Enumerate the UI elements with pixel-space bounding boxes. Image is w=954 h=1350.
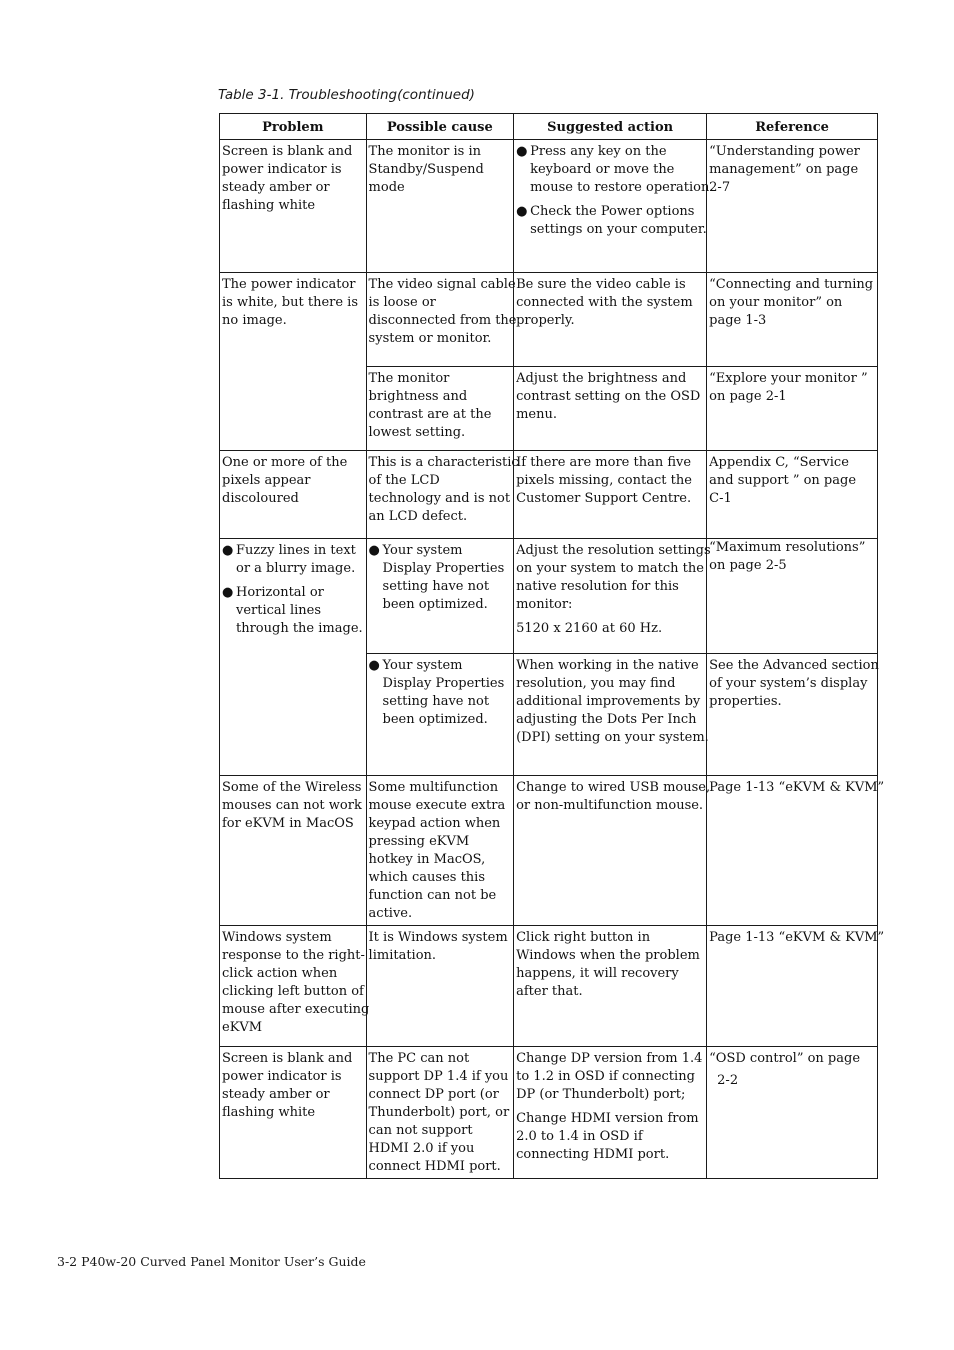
reference-cell: “Understanding power management” on page 2-7	[707, 140, 878, 273]
cause-bullet: ● Your system Display Properties setting have not been optimized.	[368, 658, 505, 727]
problem-cell	[220, 539, 367, 776]
reference-cell: “OSD control” on page 2-2	[707, 1047, 878, 1179]
header-possible-cause: Possible cause	[366, 114, 514, 140]
reference-cell: See the Advanced section of your system’s display properties.	[707, 654, 878, 776]
action-cell: Change to wired USB mouse, or non-multifunction mouse.	[514, 776, 707, 926]
header-reference: Reference	[707, 114, 878, 140]
action-cell	[514, 140, 714, 273]
action-cell: If there are more than five pixels missing, contact the Customer Support Centre.	[514, 451, 707, 539]
action-cell: Adjust the brightness and contrast setting on the OSD menu.	[514, 367, 707, 451]
cause-cell: The video signal cable is loose or disconnected from the system or monitor.	[366, 273, 514, 367]
action-cell: Be sure the video cable is connected with the system properly.	[514, 273, 707, 367]
problem-cell: One or more of the pixels appear discoloured	[220, 451, 367, 539]
table-caption: Table 3-1. Troubleshooting(continued)	[218, 87, 475, 103]
problem-bullet: ● Fuzzy lines in text or a blurry image.	[222, 543, 356, 576]
problem-cell: Windows system response to the right- click action when clicking left button of mouse after executing eKVM	[220, 926, 367, 1047]
bullet-icon: ●	[516, 204, 528, 219]
reference-cell: “Explore your monitor ” on page 2-1	[707, 367, 878, 451]
problem-bullet: ● Horizontal or vertical lines through the image.	[222, 585, 363, 636]
table-row	[220, 539, 878, 654]
native-resolution-value: 5120 x 2160 at 60 Hz.	[516, 621, 663, 636]
bullet-icon: ●	[368, 543, 380, 558]
problem-cell: Screen is blank and power indicator is steady amber or flashing white	[220, 140, 367, 273]
page-footer: 3-2 P40w-20 Curved Panel Monitor User’s Guide	[57, 1254, 366, 1269]
cause-cell: The PC can not support DP 1.4 if you connect DP port (or Thunderbolt) port, or can not support HDMI 2.0 if you connect HDMI port.	[366, 1047, 514, 1179]
cause-cell: It is Windows system limitation.	[366, 926, 514, 1047]
action-cell: Click right button in Windows when the problem happens, it will recovery after that.	[514, 926, 707, 1047]
cause-cell	[366, 539, 514, 654]
troubleshooting-table	[219, 113, 885, 1179]
cause-cell: The monitor is in Standby/Suspend mode	[366, 140, 514, 273]
table-header-row	[220, 114, 878, 140]
problem-cell: Screen is blank and power indicator is steady amber or flashing white	[220, 1047, 367, 1179]
reference-cell: Page 1-13 “eKVM & KVM”	[707, 926, 878, 1047]
bullet-icon: ●	[222, 543, 234, 558]
table-row	[220, 273, 878, 367]
action-cell: When working in the native resolution, you may find additional improvements by adjusting the Dots Per Inch (DPI) setting on your system.	[514, 654, 707, 776]
bullet-icon: ●	[516, 144, 528, 159]
table-row	[220, 451, 878, 539]
action-bullet: ● Check the Power options settings on your computer.	[516, 204, 707, 237]
action-cell: Change DP version from 1.4 to 1.2 in OSD if connecting DP (or Thunderbolt) port; Change HDMI version from 2.0 to 1.4 in OSD if connecting HDMI port.	[514, 1047, 707, 1179]
cause-cell: This is a characteristic of the LCD technology and is not an LCD defect.	[366, 451, 514, 539]
cause-cell: The monitor brightness and contrast are at the lowest setting.	[366, 367, 514, 451]
table-row	[220, 1047, 878, 1179]
header-suggested-action: Suggested action	[514, 114, 707, 140]
cause-cell	[366, 654, 514, 776]
table-row	[220, 926, 878, 1047]
bullet-icon: ●	[368, 658, 380, 673]
header-problem: Problem	[220, 114, 367, 140]
reference-cell: “Maximum resolutions” on page 2-5	[707, 539, 878, 654]
problem-cell: Some of the Wireless mouses can not work for eKVM in MacOS	[220, 776, 367, 926]
cause-bullet: ● Your system Display Properties setting have not been optimized.	[368, 543, 505, 612]
action-bullet: ● Press any key on the keyboard or move the mouse to restore operation.	[516, 144, 714, 195]
reference-cell: Appendix C, “Service and support ” on page C-1	[707, 451, 878, 539]
cause-cell: Some multifunction mouse execute extra keypad action when pressing eKVM hotkey in MacOS, which causes this function can not be active.	[366, 776, 514, 926]
problem-cell: The power indicator is white, but there is no image.	[220, 273, 367, 451]
bullet-icon: ●	[222, 585, 234, 600]
action-cell: Adjust the resolution settings on your system to match the native resolution for this monitor: 5120 x 2160 at 60 Hz.	[514, 539, 707, 654]
reference-cell: “Connecting and turning on your monitor” on page 1-3	[707, 273, 878, 367]
reference-cell: Page 1-13 “eKVM & KVM”	[707, 776, 878, 926]
table-row	[220, 140, 878, 273]
table-row	[220, 776, 878, 926]
